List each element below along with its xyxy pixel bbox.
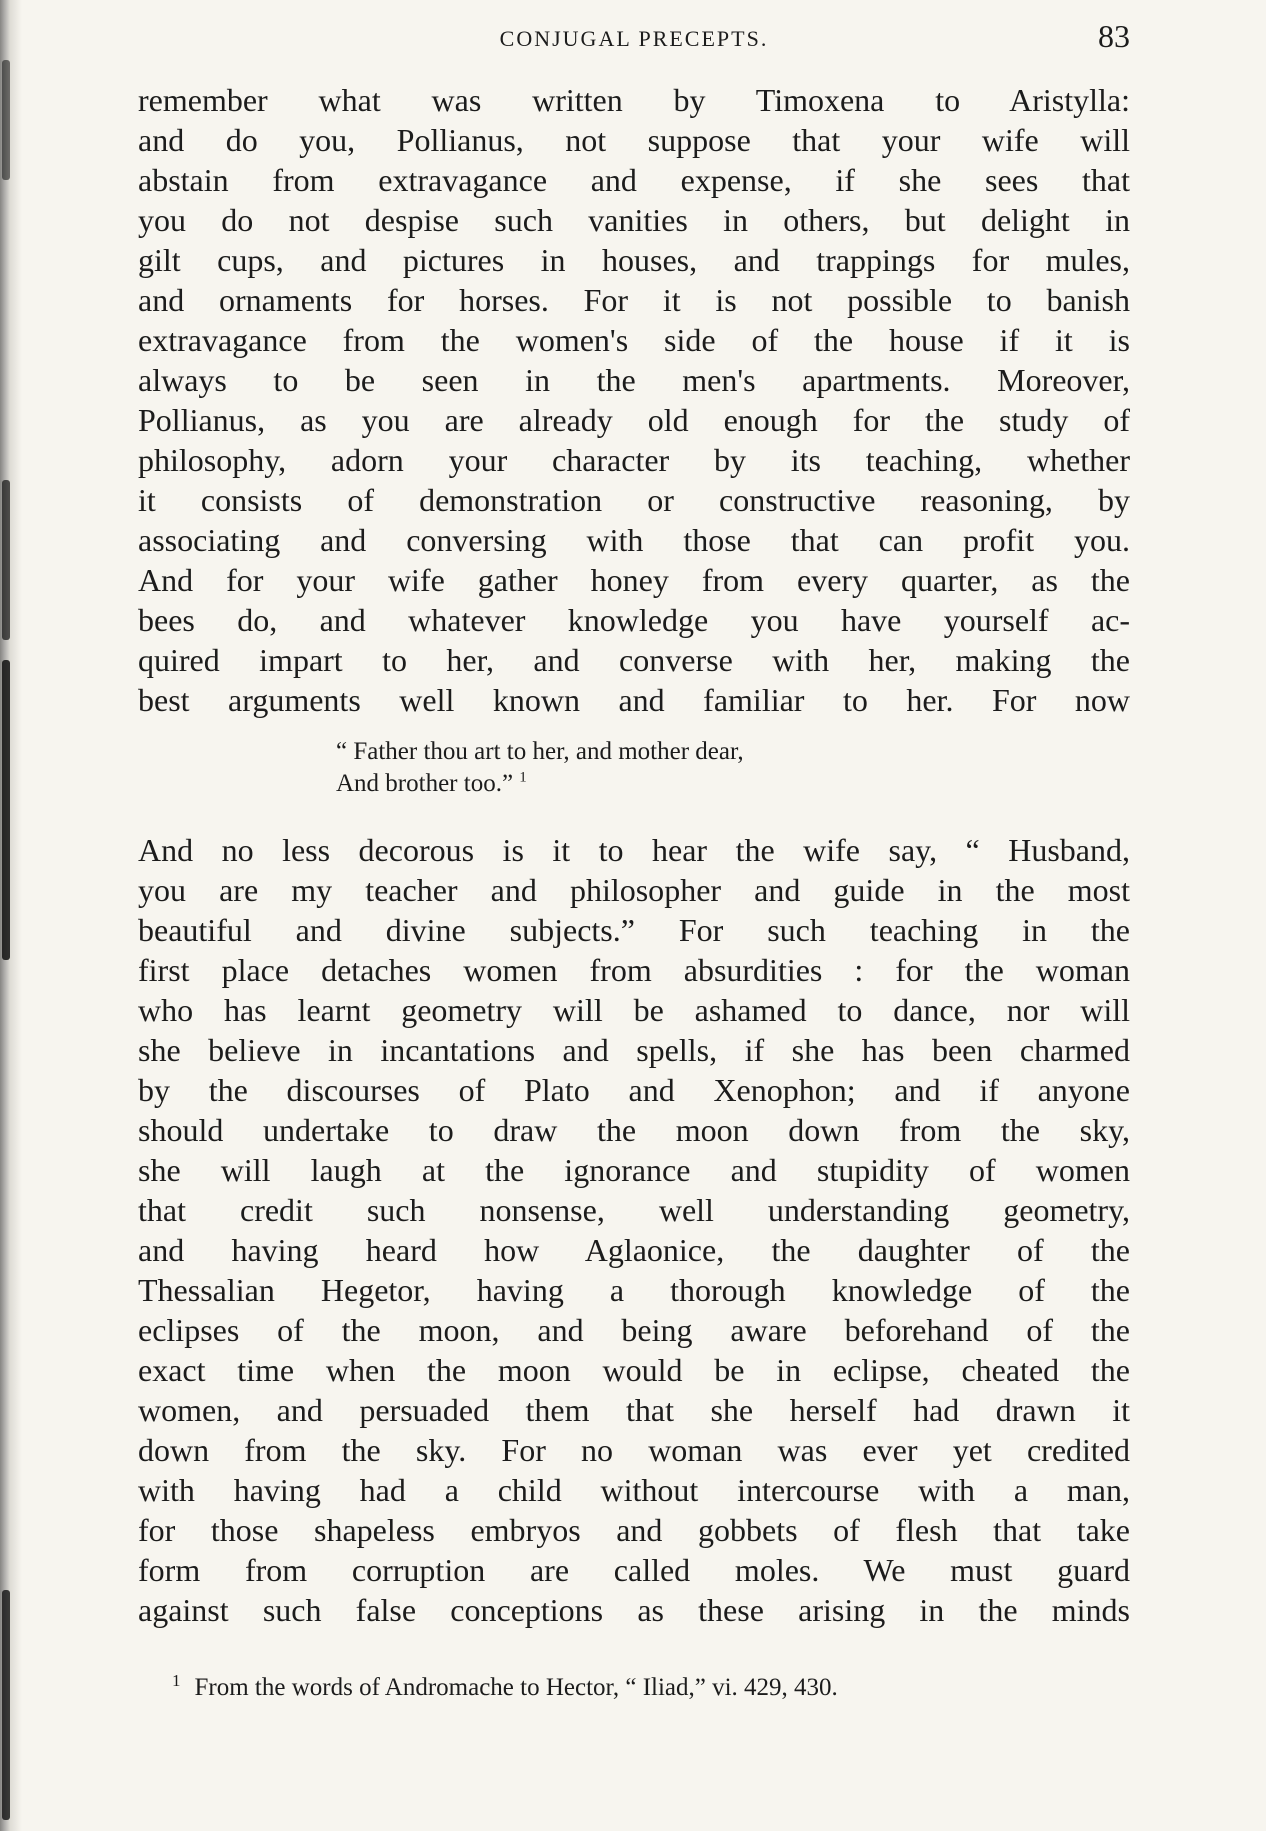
quote-line: And brother too.”: [336, 770, 514, 797]
text-line: extravagance from the women's side of the house if it is: [138, 322, 1130, 358]
text-line: exact time when the moon would be in eclipse, cheated the: [138, 1352, 1130, 1388]
text-line: first place detaches women from absurdities : for the woman: [138, 952, 1130, 988]
footnote-text: From the words of Andromache to Hector, “ Iliad,” vi. 429, 430.: [194, 1674, 838, 1701]
paragraph-1: [138, 80, 1130, 720]
text-line: And no less decorous is it to hear the wife say, “ Husband,: [138, 832, 1130, 868]
text-line: eclipses of the moon, and being aware beforehand of the: [138, 1312, 1130, 1348]
text-line: associating and conversing with those that can profit you.: [138, 522, 1130, 558]
text-line: by the discourses of Plato and Xenophon; and if anyone: [138, 1072, 1130, 1108]
text-line: and having heard how Aglaonice, the daughter of the: [138, 1232, 1130, 1268]
footnote: [172, 1672, 1130, 1704]
text-line: bees do, and whatever knowledge you have yourself ac-: [138, 602, 1130, 638]
text-line: with having had a child without intercourse with a man,: [138, 1472, 1130, 1508]
scan-gutter-mark: [2, 480, 10, 640]
text-line: you are my teacher and philosopher and guide in the most: [138, 872, 1130, 908]
quote-line-with-ref: [336, 768, 1130, 800]
quote-line: “ Father thou art to her, and mother dear,: [336, 738, 744, 765]
text-line: for those shapeless embryos and gobbets of flesh that take: [138, 1512, 1130, 1548]
text-line: best arguments well known and familiar to her. For now: [138, 682, 1130, 718]
text-line: and do you, Pollianus, not suppose that your wife will: [138, 122, 1130, 158]
text-line: against such false conceptions as these arising in the minds: [138, 1592, 1130, 1628]
text-line: should undertake to draw the moon down from the sky,: [138, 1112, 1130, 1148]
paragraph-2: [138, 830, 1130, 1630]
text-line: And for your wife gather honey from every quarter, as the: [138, 562, 1130, 598]
text-line: Thessalian Hegetor, having a thorough knowledge of the: [138, 1272, 1130, 1308]
text-line: always to be seen in the men's apartments. Moreover,: [138, 362, 1130, 398]
text-line: beautiful and divine subjects.” For such teaching in the: [138, 912, 1130, 948]
text-line: abstain from extravagance and expense, if she sees that: [138, 162, 1130, 198]
text-line: she believe in incantations and spells, if she has been charmed: [138, 1032, 1130, 1068]
text-line: that credit such nonsense, well understanding geometry,: [138, 1192, 1130, 1228]
text-line: gilt cups, and pictures in houses, and trappings for mules,: [138, 242, 1130, 278]
text-line: quired impart to her, and converse with her, making the: [138, 642, 1130, 678]
text-line: philosophy, adorn your character by its teaching, whether: [138, 442, 1130, 478]
book-page: [138, 0, 1130, 1704]
text-line: and ornaments for horses. For it is not possible to banish: [138, 282, 1130, 318]
text-line: form from corruption are called moles. We must guard: [138, 1552, 1130, 1588]
scan-gutter-mark: [2, 660, 10, 960]
text-line: women, and persuaded them that she herself had drawn it: [138, 1392, 1130, 1428]
block-quote: [336, 736, 1130, 800]
text-line: remember what was written by Timoxena to Aristylla:: [138, 82, 1130, 118]
running-head-title: CONJUGAL PRECEPTS.: [499, 26, 769, 51]
text-line: she will laugh at the ignorance and stupidity of women: [138, 1152, 1130, 1188]
text-line: it consists of demonstration or constructive reasoning, by: [138, 482, 1130, 518]
footnote-mark: 1: [172, 1670, 181, 1690]
page-number: 83: [1098, 18, 1130, 54]
footnote-reference: 1: [519, 769, 527, 786]
running-head: [138, 0, 1130, 80]
text-line: down from the sky. For no woman was ever yet credited: [138, 1432, 1130, 1468]
text-line: who has learnt geometry will be ashamed to dance, nor will: [138, 992, 1130, 1028]
scan-gutter-mark: [2, 60, 10, 180]
text-line: Pollianus, as you are already old enough for the study of: [138, 402, 1130, 438]
text-line: you do not despise such vanities in others, but delight in: [138, 202, 1130, 238]
scan-gutter-mark: [2, 1590, 10, 1820]
